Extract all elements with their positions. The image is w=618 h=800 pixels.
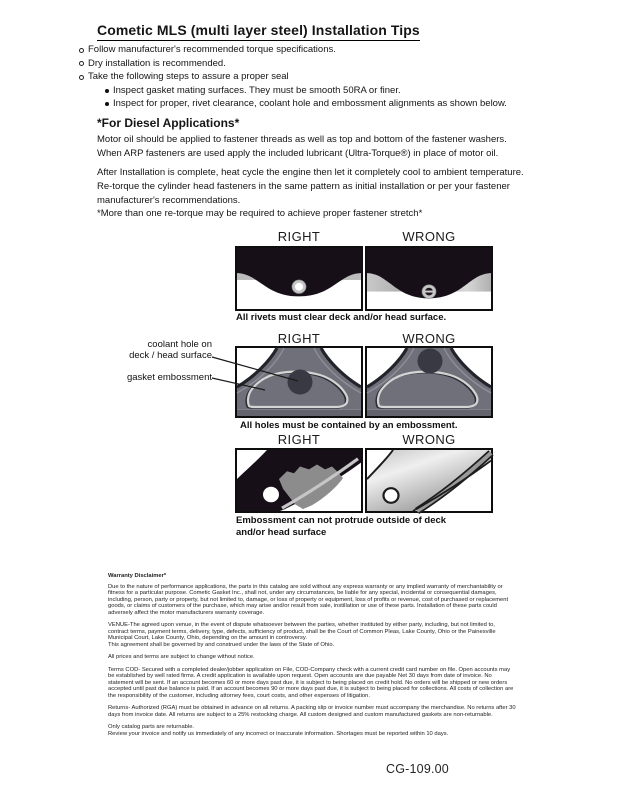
diagram2-right-label: RIGHT xyxy=(277,331,321,346)
page-title: Cometic MLS (multi layer steel) Installation Tips xyxy=(97,22,420,41)
coolant-hole-wrong-graphic xyxy=(367,348,491,416)
holes-caption: All holes must be contained by an embossment. xyxy=(240,420,458,431)
diesel-paragraph-2: After Installation is complete, heat cycle the engine then let it completely cool to ambient temperature. Re-torque the cylinder head fasteners in the same pattern as initial installation or per your fastener manufacturer's recommendations. xyxy=(97,167,524,206)
diesel-paragraph-1: Motor oil should be applied to fastener threads as well as top and bottom of the fastener washers. When ARP fasteners are used apply the included lubricant (Ultra-Torque®) in place of motor oil. xyxy=(97,134,507,159)
bullet-item: Take the following steps to assure a proper seal xyxy=(78,70,538,84)
coolant-hole-right-graphic xyxy=(237,348,361,416)
retorque-note: *More than one re-torque may be required to achieve proper fastener stretch* xyxy=(97,208,423,219)
coolant-hole-callout: coolant hole on deck / head surface xyxy=(129,339,212,361)
bullet-item: Follow manufacturer's recommended torque specifications. xyxy=(78,43,538,57)
diagram-embossment-wrong-box xyxy=(365,448,493,513)
legal-paragraph-returns: Returns- Authorized (RGA) must be obtained in advance on all returns. A packing slip or invoice number must accompany the merchandise. No returns after 30 days from invoice date. All returns are subject to a 25% restocking charge. All custom designed and custom manufactured gaskets are non-returnable. xyxy=(108,705,516,718)
bullet-item: Dry installation is recommended. xyxy=(78,57,538,71)
diagram1-wrong-label: WRONG xyxy=(402,229,456,244)
diagram1-right-label: RIGHT xyxy=(277,229,321,244)
legal-paragraph-venue: VENUE-The agreed upon venue, in the event of dispute whatsoever between the parties, whether instituted by either party, including, but not limited to, contract terms, payment terms, delivery, type, defects, sufficiency of product, shall be the Court of Common Pleas, Lake County, Ohio or the Painesville Municipal Court, Lake County, Ohio, depending on the amount in controversy. This agreement shall be governed by and construed under the laws of the State of Ohio. xyxy=(108,622,496,648)
legal-paragraph-returnable: Only catalog parts are returnable. Review your invoice and notify us immediately of any incorrect or inaccurate information. Shortages must be reported within 10 days. xyxy=(108,724,449,737)
embossment-wrong-graphic xyxy=(367,450,491,511)
diagram-rivet-right-box xyxy=(235,246,363,311)
legal-disclaimer-block xyxy=(108,573,516,743)
diagram-rivet-wrong-box xyxy=(365,246,493,311)
gasket-embossment-callout: gasket embossment xyxy=(126,372,212,383)
installation-tips-list xyxy=(78,43,538,111)
diagram-hole-right-box xyxy=(235,346,363,418)
legal-paragraph-warranty: Due to the nature of performance applications, the parts in this catalog are sold without any express warranty or any implied warranty of merchantability or fitness for a particular purpose. Cometic Gasket Inc., shall not, under any circumstances, be liable for any special, incidental or consequential damages, including, person, party or property, but not limited to, damage, or loss of property or equipment, loss of profits or revenue, cost of purchased or replacement goods, or claims of customers of the purchase, which may arise and/or result from sale, instillation or use of these parts. Installation of these parts could adversely affect the motor manufacturers warranty coverage. xyxy=(108,583,509,616)
rivets-caption: All rivets must clear deck and/or head surface. xyxy=(236,312,447,323)
legal-paragraph-prices: All prices and terms are subject to change without notice. xyxy=(108,654,255,660)
page-number: CG-109.00 xyxy=(386,762,449,776)
embossment-right-graphic xyxy=(237,450,361,511)
diagram3-wrong-label: WRONG xyxy=(402,432,456,447)
warranty-heading: Warranty Disclaimer* xyxy=(108,573,167,579)
rivet-clearance-right-graphic xyxy=(237,248,361,309)
diagram2-wrong-label: WRONG xyxy=(402,331,456,346)
diagram3-right-label: RIGHT xyxy=(277,432,321,447)
embossment-caption: Embossment can not protrude outside of deck and/or head surface xyxy=(236,515,447,538)
sub-bullet-item: Inspect for proper, rivet clearance, coolant hole and embossment alignments as shown below. xyxy=(105,97,538,111)
page-title-wrap xyxy=(97,22,420,41)
diagram-hole-wrong-box xyxy=(365,346,493,418)
rivet-clearance-wrong-graphic xyxy=(367,248,491,309)
legal-paragraph-terms: Terms COD- Secured with a completed dealer/jobber application on File, COD-Company check with a current credit card number on file. Open accounts may be established by well rated firms. A credit application is available upon request. Open accounts are due payable Net 30 days from date of invoice. No statement will be sent. If an account becomes 60 or more days past due, it is subject to being placed on credit hold. No orders will be shipped or new orders accepted until past due balance is paid. If an account becomes 90 or more days past due, it is subject to being placed for collections. All costs of collection are the responsibility of the customer, including attorney fees, court costs, and other expenses of litigation. xyxy=(108,666,514,699)
sub-bullet-item: Inspect gasket mating surfaces. They must be smooth 50RA or finer. xyxy=(105,84,538,98)
diesel-heading: *For Diesel Applications* xyxy=(97,116,240,130)
diagram-embossment-right-box xyxy=(235,448,363,513)
